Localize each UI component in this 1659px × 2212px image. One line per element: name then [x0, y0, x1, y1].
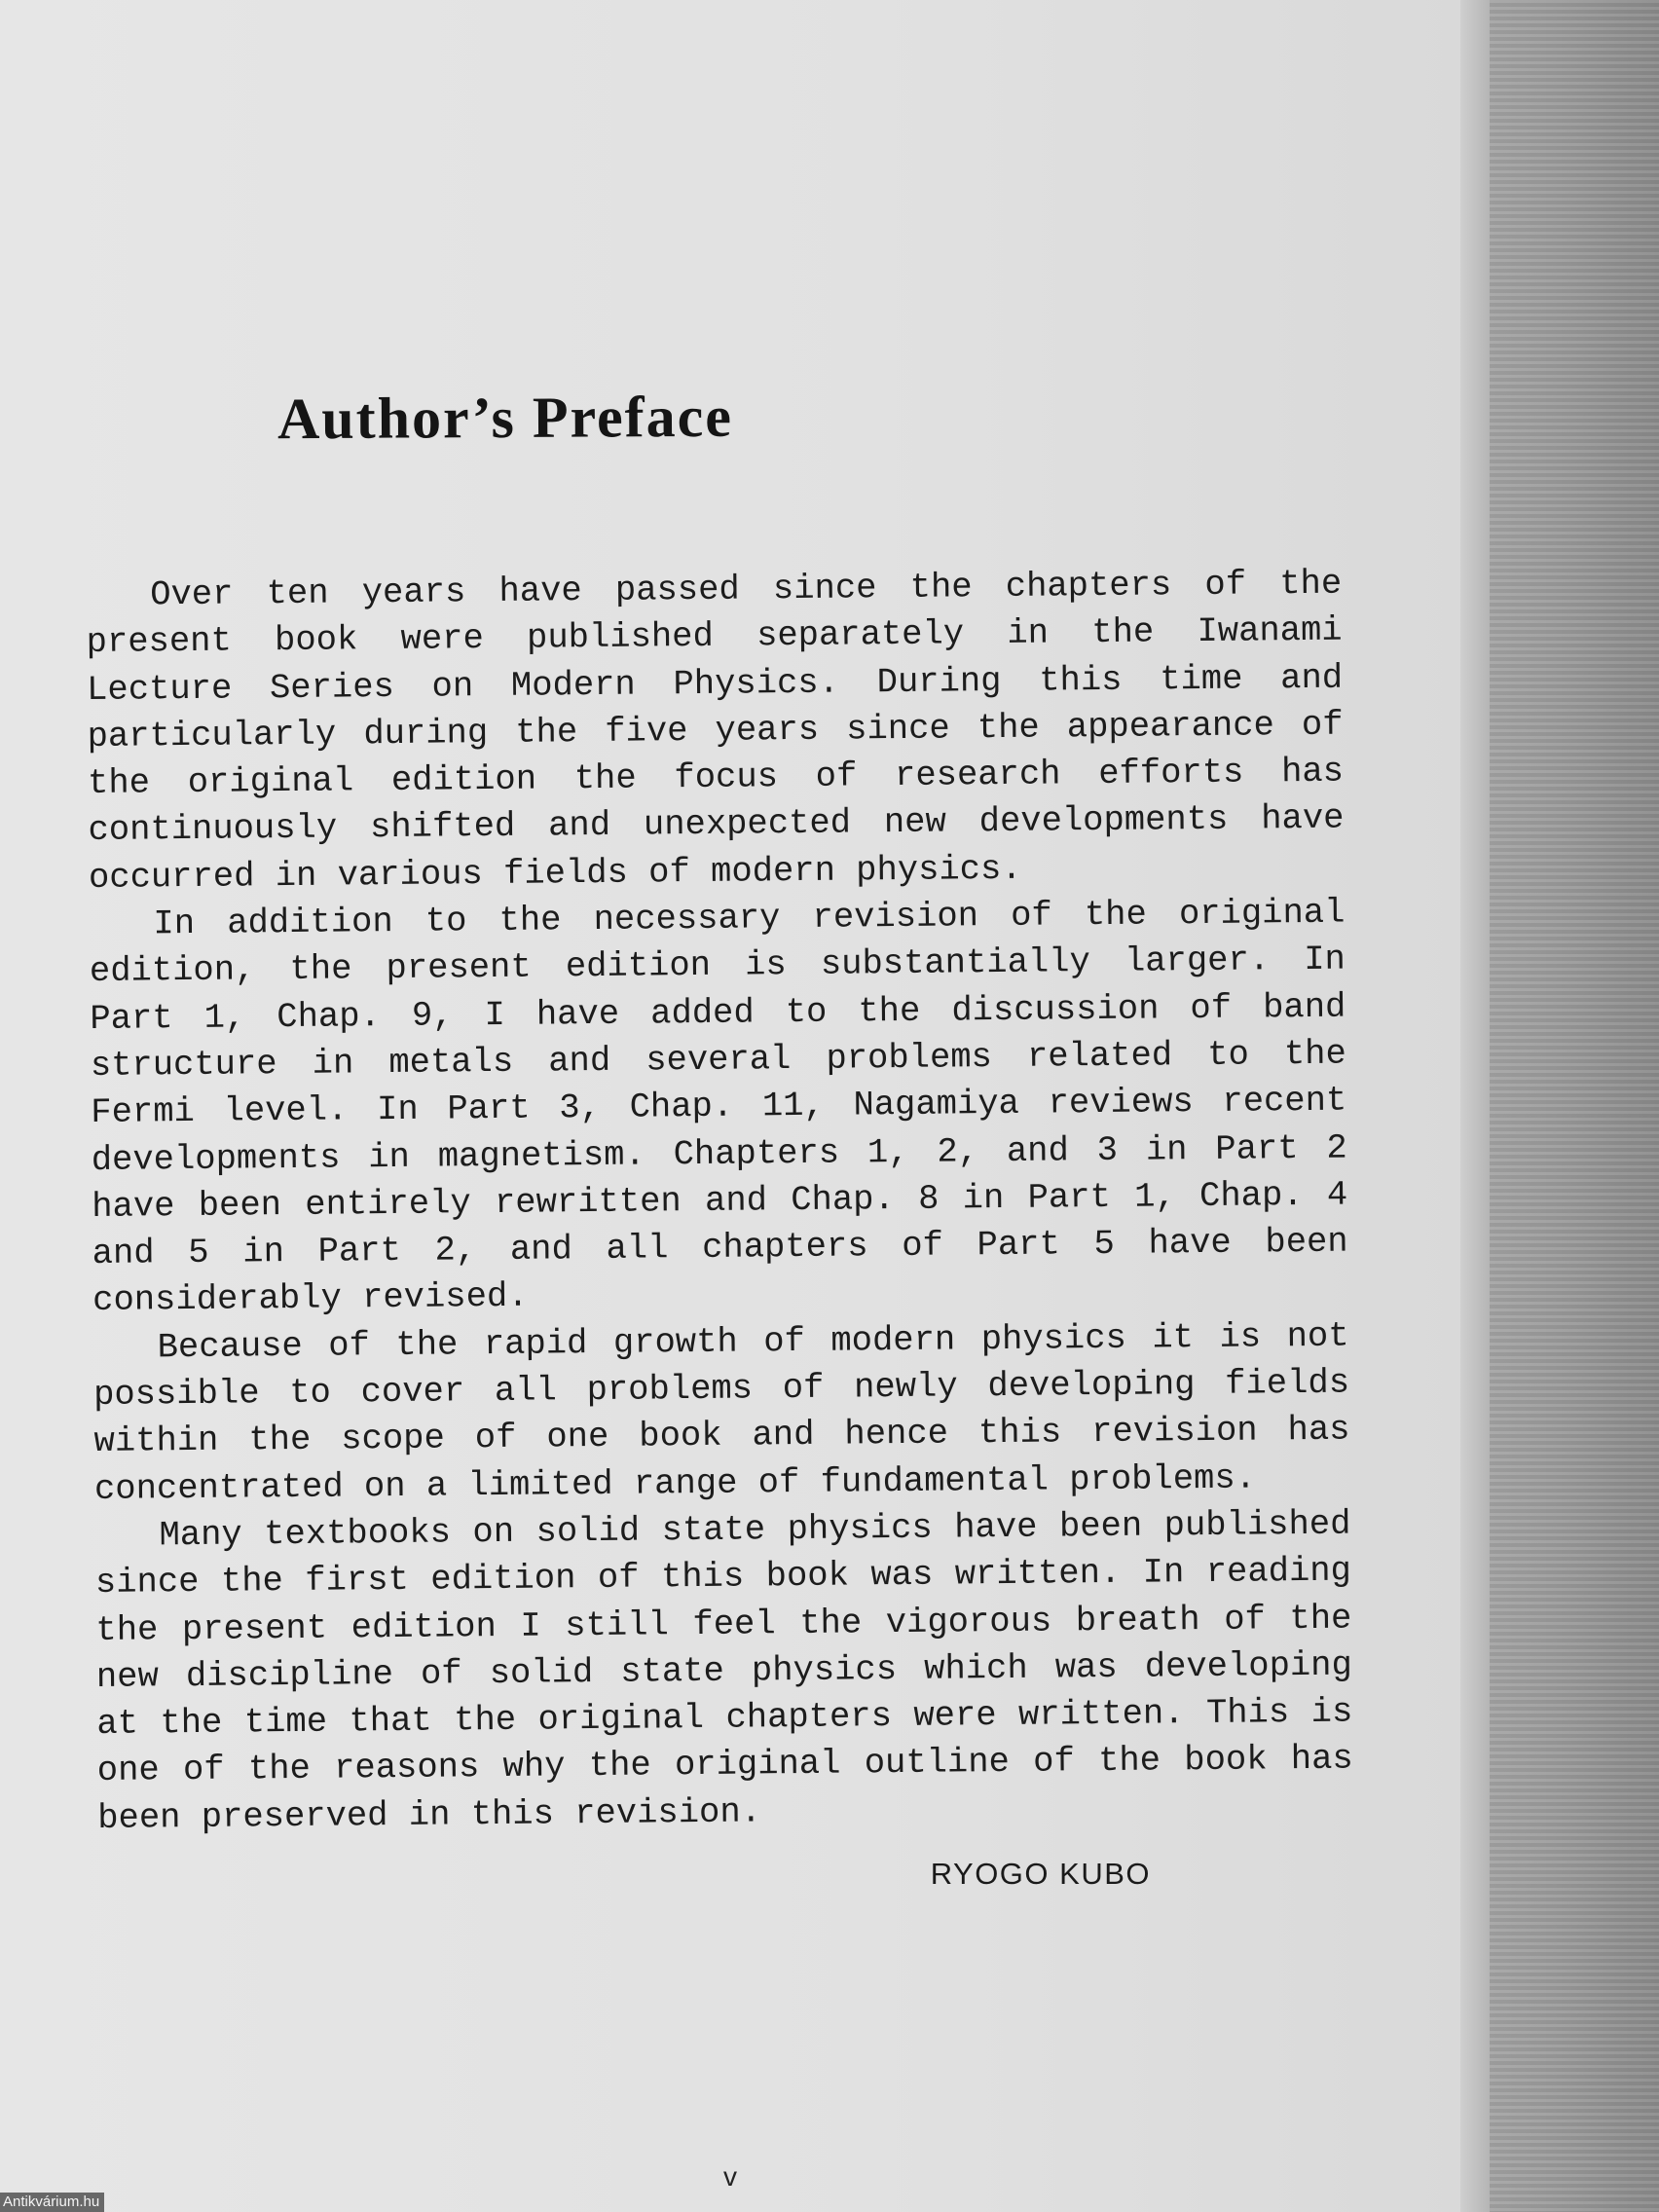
book-binding: [1490, 0, 1659, 2212]
preface-body: [86, 561, 1353, 1842]
watermark-label: Antikvárium.hu: [0, 2193, 104, 2212]
page-number: v: [723, 2161, 737, 2192]
paragraph: Because of the rapid growth of modern physics it is not possible to cover all problems of newly developing fields within the scope of one book and hence this revision has concentrated on a limited range of fundamental problems.: [92, 1315, 1350, 1509]
paragraph: Many textbooks on solid state physics have been published since the first edition of this book was written. In reading the present edition I still feel the vigorous breath of the new discipline of solid state physics which was developing at the time that the original chapters were written. This is one of the reasons why the original outline of the book has been preserved in this revision.: [94, 1503, 1353, 1838]
paragraph: Over ten years have passed since the chapters of the present book were published separately in the Iwanami Lecture Series on Modern Physics. During this time and particularly during the five years since the appearance of the original edition the focus of research efforts has continuously shifted and unexpected new developments have occurred in various fields of modern physics.: [86, 563, 1345, 898]
paragraph: In addition to the necessary revision of the original edition, the present edition is substantially larger. In Part 1, Chap. 9, I have added to the discussion of band structure in metals and several problems related to the Fermi level. In Part 3, Chap. 11, Nagamiya reviews recent developments in magnetism. Chapters 1, 2, and 3 in Part 2 have been entirely rewritten and Chap. 8 in Part 1, Chap. 4 and 5 in Part 2, and all chapters of Part 5 have been considerably revised.: [89, 892, 1348, 1321]
page-edge: [1460, 0, 1490, 2212]
author-signature: RYOGO KUBO: [930, 1857, 1151, 1891]
page-title: Author’s Preface: [276, 384, 734, 452]
